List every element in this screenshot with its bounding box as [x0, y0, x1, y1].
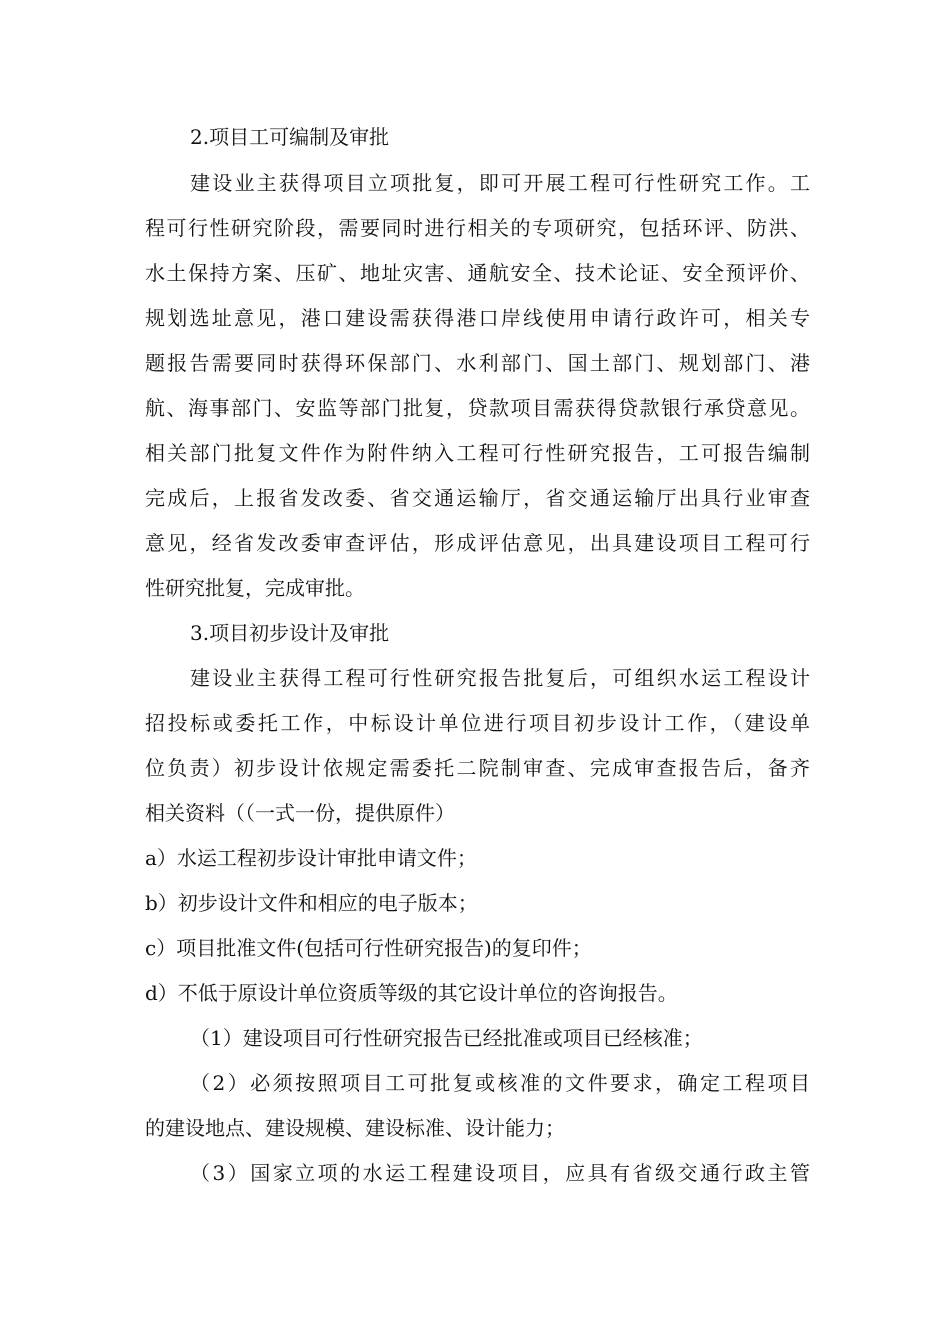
section-2-paragraph-line: 题报告需要同时获得环保部门、水利部门、国土部门、规划部门、港: [145, 351, 810, 375]
condition-3: （3）国家立项的水运工程建设项目，应具有省级交通行政主管: [190, 1161, 810, 1185]
condition-2: （2）必须按照项目工可批复或核准的文件要求，确定工程项目: [190, 1071, 810, 1095]
list-item-a: a）水运工程初步设计审批申请文件；: [145, 846, 477, 870]
section-2-paragraph-line: 水土保持方案、压矿、地址灾害、通航安全、技术论证、安全预评价、: [145, 261, 810, 285]
section-2-paragraph-line: 航、海事部门、安监等部门批复，贷款项目需获得贷款银行承贷意见。: [145, 396, 810, 420]
section-2-paragraph-line: 建设业主获得项目立项批复，即可开展工程可行性研究工作。工: [190, 171, 810, 195]
list-item-c: c）项目批准文件(包括可行性研究报告)的复印件；: [145, 936, 592, 960]
section-2-paragraph-line: 完成后，上报省发改委、省交通运输厅，省交通运输厅出具行业审查: [145, 486, 810, 510]
list-item-b: b）初步设计文件和相应的电子版本；: [145, 891, 478, 915]
section-2-paragraph-line: 相关部门批复文件作为附件纳入工程可行性研究报告，工可报告编制: [145, 441, 810, 465]
list-item-d: d）不低于原设计单位资质等级的其它设计单位的咨询报告。: [145, 981, 678, 1005]
section-3-paragraph-line: 相关资料（（一式一份，提供原件）: [145, 801, 455, 825]
section-2-paragraph-line: 性研究批复，完成审批。: [145, 576, 365, 600]
condition-2-continued: 的建设地点、建设规模、建设标准、设计能力；: [145, 1116, 565, 1140]
section-3-heading: 3.项目初步设计及审批: [190, 621, 390, 645]
section-2-heading: 2.项目工可编制及审批: [190, 125, 390, 149]
section-2-paragraph-line: 意见，经省发改委审查评估，形成评估意见，出具建设项目工程可行: [145, 531, 810, 555]
condition-1: （1）建设项目可行性研究报告已经批准或项目已经核准；: [190, 1026, 703, 1050]
section-3-paragraph-line: 招投标或委托工作，中标设计单位进行项目初步设计工作，（建设单: [145, 711, 810, 735]
section-2-paragraph-line: 规划选址意见，港口建设需获得港口岸线使用申请行政许可，相关专: [145, 306, 810, 330]
section-3-paragraph-line: 位负责）初步设计依规定需委托二院制审查、完成审查报告后，备齐: [145, 756, 810, 780]
section-3-paragraph-line: 建设业主获得工程可行性研究报告批复后，可组织水运工程设计: [190, 666, 810, 690]
section-2-paragraph-line: 程可行性研究阶段，需要同时进行相关的专项研究，包括环评、防洪、: [145, 216, 810, 240]
